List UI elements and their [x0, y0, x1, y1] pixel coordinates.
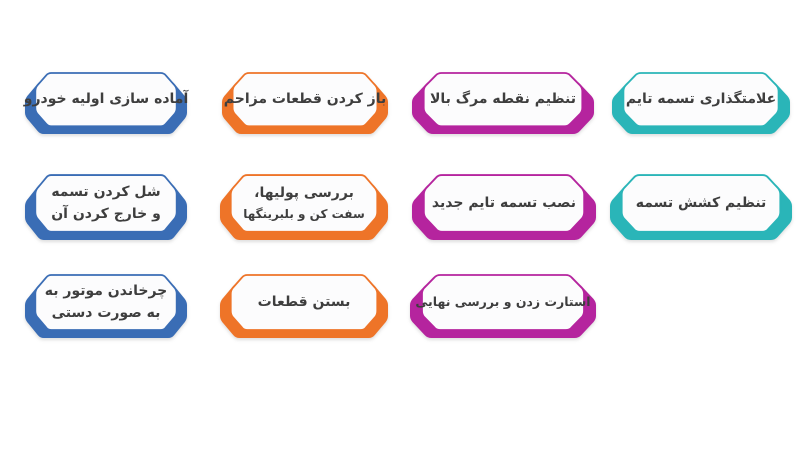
step-badge-loosen-remove-belt — [25, 174, 187, 240]
step-label — [36, 174, 175, 232]
step-badge-rotate-engine-manually — [25, 274, 187, 338]
step-label-line: نصب تسمه تایم جدید — [431, 194, 577, 211]
step-label — [425, 174, 583, 232]
step-badge-check-pulleys-tensioner-bearings — [220, 174, 388, 240]
step-badge-remove-obstructing-parts — [222, 72, 388, 134]
step-badge-mark-timing-belt — [612, 72, 790, 134]
step-label — [623, 174, 780, 232]
step-badge-reassemble-parts — [220, 274, 388, 338]
step-label-line: تنظیم کشش تسمه — [635, 194, 767, 211]
step-label — [624, 72, 777, 127]
step-badge-adjust-belt-tension — [610, 174, 792, 240]
step-label-line: استارت زدن و بررسی نهایی — [415, 294, 591, 310]
step-label — [36, 274, 175, 330]
step-label-line: و خارج کردن آن — [51, 206, 161, 223]
step-label-line: چرخاندن موتور به — [44, 282, 168, 299]
step-label-line: علامتگذاری تسمه تایم — [625, 91, 777, 108]
step-label-line: به صورت دستی — [51, 305, 161, 322]
step-badge-start-and-final-check — [410, 274, 596, 338]
step-label-line: آماده سازی اولیه خودرو — [23, 91, 189, 108]
step-label-line: باز کردن قطعات مزاحم — [223, 91, 387, 108]
step-badge-install-new-timing-belt — [412, 174, 596, 240]
step-label — [23, 72, 189, 127]
step-label — [232, 274, 377, 330]
step-label-line: سفت کن و بلبرینگها — [243, 206, 365, 221]
step-label — [425, 72, 582, 127]
step-label-line: تنظیم نقطه مرگ بالا — [429, 91, 577, 108]
step-label — [232, 174, 377, 232]
step-badge-set-top-dead-center — [412, 72, 594, 134]
step-label-line: شل کردن تسمه — [51, 183, 161, 200]
step-badge-prepare-car — [25, 72, 187, 134]
step-label — [223, 72, 387, 127]
step-label-line: بررسی پولیها، — [254, 185, 354, 202]
step-label-line: بستن قطعات — [257, 293, 351, 310]
step-label — [415, 274, 591, 330]
